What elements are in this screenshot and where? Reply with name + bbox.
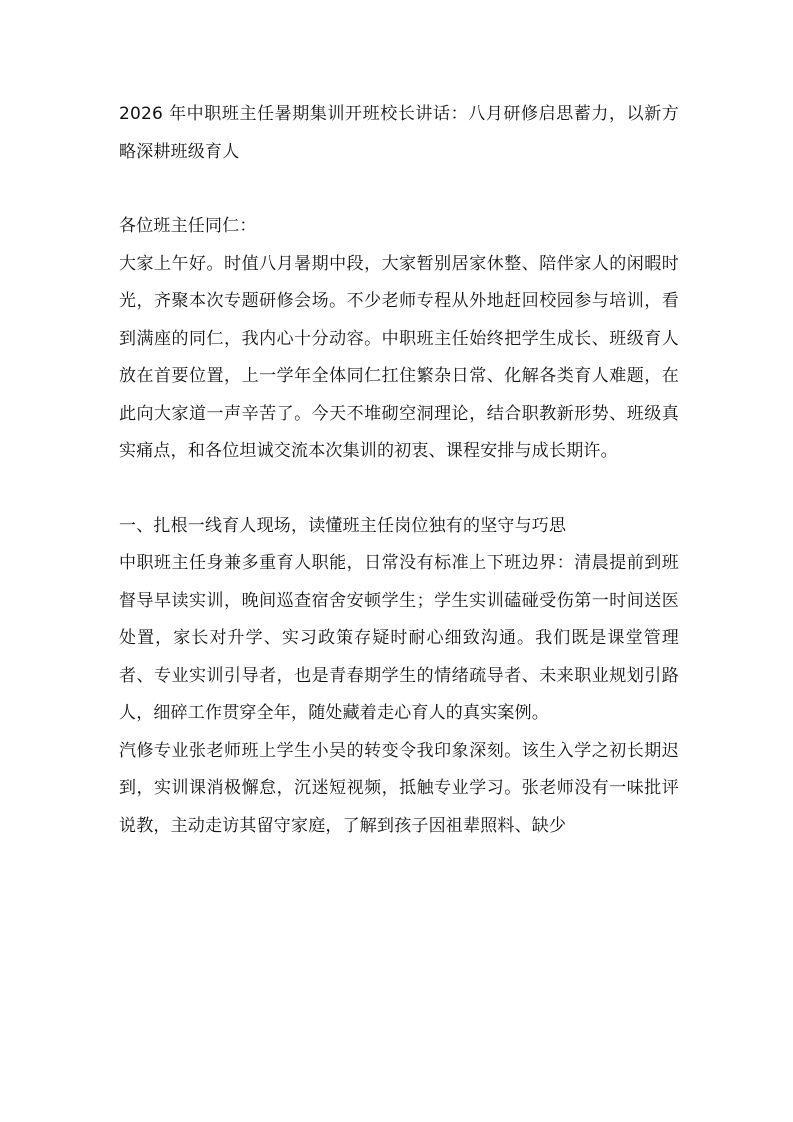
document-title: 2026 年中职班主任暑期集训开班校长讲话：八月研修启思蓄力，以新方略深耕班级育人 — [119, 104, 679, 162]
section-heading-1: 一、扎根一线育人现场，读懂班主任岗位独有的坚守与巧思 — [119, 515, 567, 536]
opening-paragraph: 大家上午好。时值八月暑期中段，大家暂别居家休整、陪伴家人的闲暇时光，齐聚本次专题研修会场。不少老师专程从外地赶回校园参与培训，看到满座的同仁，我内心十分动容。中职班主任始终把学生成长、班级育人放在首要位置，上一学年全体同仁扛住繁杂日常、化解各类育人难题，在此向大家道一声辛苦了。今天不堆砌空洞理论，结合职教新形势、班级真实痛点，和各位坦诚交流本次集训的初衷、课程安排与成长期许。 — [119, 253, 679, 461]
greeting: 各位班主任同仁： — [119, 216, 257, 236]
document-body — [119, 96, 679, 845]
section1-paragraph-2: 汽修专业张老师班上学生小吴的转变令我印象深刻。该生入学之初长期迟到，实训课消极懈怠，沉迷短视频，抵触专业学习。张老师没有一味批评说教，主动走访其留守家庭，了解到孩子因祖辈照料、缺少 — [119, 740, 679, 836]
section1-paragraph-1: 中职班主任身兼多重育人职能，日常没有标准上下班边界：清晨提前到班督导早读实训，晚间巡查宿舍安顿学生；学生实训磕碰受伤第一时间送医处置，家长对升学、实习政策存疑时耐心细致沟通。我们既是课堂管理者、专业实训引导者，也是青春期学生的情绪疏导者、未来职业规划引路人，细碎工作贯穿全年，随处藏着走心育人的真实案例。 — [119, 553, 679, 723]
